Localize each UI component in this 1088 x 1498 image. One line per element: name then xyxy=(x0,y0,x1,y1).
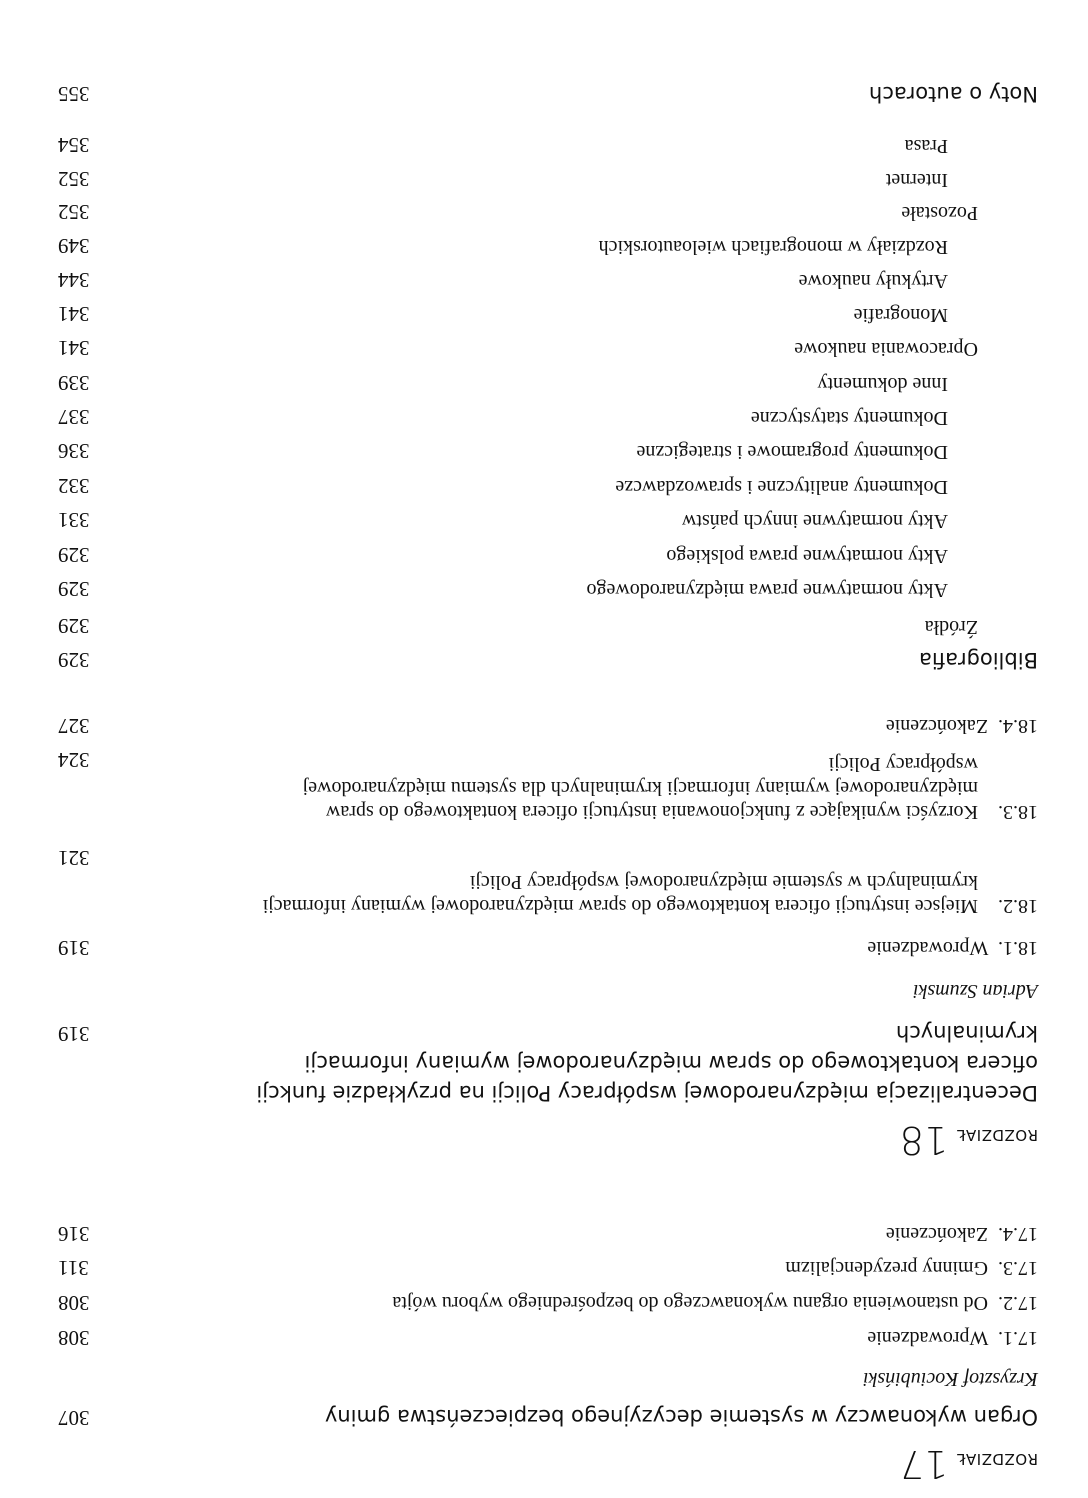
chapter-number: 17 xyxy=(899,1442,948,1486)
section-title: Bibliografia xyxy=(918,648,1038,672)
bib-item: Akty normatywne prawa polskiego xyxy=(666,545,948,567)
page-number: 337 xyxy=(58,405,90,429)
page-number: 352 xyxy=(58,167,90,191)
bib-item: Monografie xyxy=(853,304,948,326)
bib-item: Inne dokumenty xyxy=(817,373,948,395)
toc-entry: 17.1. Wprowadzenie xyxy=(867,1327,1038,1349)
page-number: 352 xyxy=(58,200,90,224)
page-number: 311 xyxy=(58,1256,89,1280)
page-number: 327 xyxy=(58,714,90,738)
subsection-title: Pozostałe xyxy=(901,202,978,224)
bib-item: Artykuły naukowe xyxy=(798,270,948,292)
page-number: 341 xyxy=(58,336,90,360)
bib-item: Dokumenty statystyczne xyxy=(750,407,948,429)
chapter-label: ROZDZIAŁ xyxy=(956,1450,1038,1468)
bib-item: Internet xyxy=(885,169,948,191)
bib-item: Dokumenty analityczne i sprawozdawcze xyxy=(615,476,948,498)
bib-item: Dokumenty programowe i strategiczne xyxy=(636,441,948,463)
chapter-number: 18 xyxy=(899,1118,948,1162)
page-number: 319 xyxy=(58,1022,90,1046)
section-title: Noty o autorach xyxy=(868,82,1038,106)
toc-entry: 18.3. Korzyści wynikające z funkcjonowania instytucji oficera kontaktowego do spraw międzynarodowej wymiany informacji kryminalnych dla systemu międzynarodowej współpracy Policji xyxy=(302,753,1038,823)
page-number: 339 xyxy=(58,371,90,395)
chapter-title: Decentralizacja międzynarodowej współpracy Policji na przykładzie funkcji oficera kontaktowego do spraw międzynarodowej wymiany informacji kryminalnych xyxy=(256,1021,1038,1105)
bib-item: Prasa xyxy=(904,135,948,157)
toc-entry: 18.2. Miejsce instytucji oficera kontaktowego do spraw międzynarodowej wymiany informacji kryminalnych w systemie międzynarodowej współpracy Policji xyxy=(262,871,1038,917)
subsection-title: Źródła xyxy=(924,616,978,638)
page-number: 329 xyxy=(58,577,90,601)
page-number: 329 xyxy=(58,543,90,567)
page-number: 308 xyxy=(58,1326,90,1350)
toc-entry: 17.4. Zakończenie xyxy=(885,1223,1038,1245)
bib-item: Akty normatywne innych państw xyxy=(681,510,948,532)
page-number: 336 xyxy=(58,439,90,463)
page-number: 329 xyxy=(58,614,90,638)
toc-entry: 18.1. Wprowadzenie xyxy=(867,937,1038,959)
toc-entry: 17.2. Od ustanowienia organu wykonawczego do bezpośredniego wyboru wójta xyxy=(392,1292,1038,1314)
page-number: 308 xyxy=(58,1291,90,1315)
page-number: 307 xyxy=(58,1406,90,1430)
chapter-author: Krzysztof Kociubiński xyxy=(862,1368,1038,1390)
page-number: 324 xyxy=(58,748,90,772)
page-number: 354 xyxy=(58,133,90,157)
page-number: 349 xyxy=(58,234,90,258)
chapter-label: ROZDZIAŁ xyxy=(956,1126,1038,1144)
subsection-title: Opracowania naukowe xyxy=(794,338,978,360)
page-number: 332 xyxy=(58,474,90,498)
page-number: 355 xyxy=(58,82,90,106)
toc-entry: 18.4. Zakończenie xyxy=(885,715,1038,737)
page-number: 316 xyxy=(58,1222,90,1246)
bib-item: Rozdziały w monografiach wieloautorskich xyxy=(598,236,948,258)
page-number: 344 xyxy=(58,268,90,292)
page-number: 331 xyxy=(58,508,90,532)
toc-entry: 17.3. Gminny prezydencjalizm xyxy=(785,1257,1038,1279)
chapter-author: Adrian Szumski xyxy=(913,980,1038,1002)
page-number: 321 xyxy=(58,846,90,870)
page-number: 329 xyxy=(58,648,90,672)
bib-item: Akty normatywne prawa międzynarodowego xyxy=(586,579,948,601)
page-number: 319 xyxy=(58,936,90,960)
chapter-title: Organ wykonawczy w systemie decyzyjnego bezpieczeństwa gminy xyxy=(324,1405,1038,1429)
page-number: 341 xyxy=(58,302,90,326)
